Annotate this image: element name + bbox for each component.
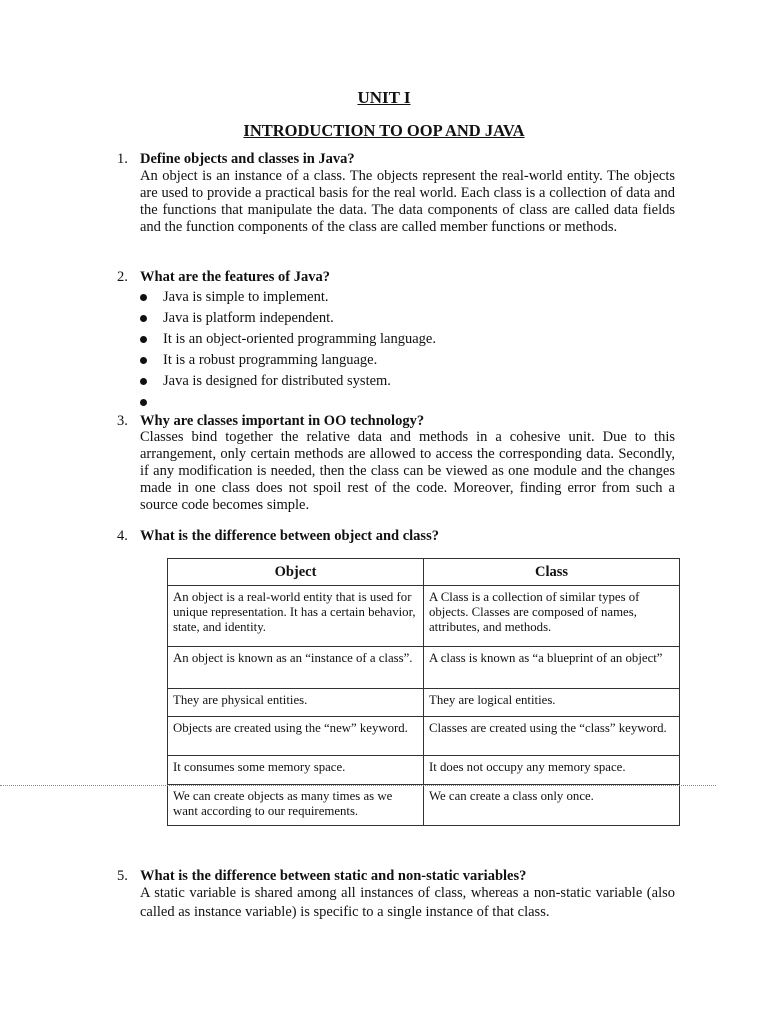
table-cell: Classes are created using the “class” keyword. [424, 717, 680, 756]
list-item-text: It is an object-oriented programming language. [163, 331, 436, 347]
column-header-object: Object [168, 559, 424, 586]
chapter-title: INTRODUCTION TO OOP AND JAVA [243, 121, 525, 140]
page-break-divider [0, 785, 716, 786]
answer-text: Classes bind together the relative data and methods in a cohesive unit. Due to this arrangement, only certain methods are allowed to access the corresponding data. Secondly, if any modification is needed, then the class can be viewed as one module and the changes made in one class does not spoil rest of the code. Moreover, finding error from such a source code becomes simple. [140, 429, 675, 513]
table-row [168, 647, 680, 689]
table-cell: It consumes some memory space. [168, 756, 424, 785]
table-cell: They are physical entities. [168, 689, 424, 717]
table-cell: An object is known as an “instance of a class”. [168, 647, 424, 689]
question-heading: Why are classes important in OO technology? [140, 413, 425, 429]
list-item-text: Java is platform independent. [163, 310, 334, 326]
table-cell: We can create objects as many times as we want according to our requirements. [168, 785, 424, 826]
list-item [140, 308, 436, 329]
bullet-icon [140, 294, 147, 301]
table-row [168, 689, 680, 717]
list-item [140, 287, 436, 308]
table-row [168, 785, 680, 826]
table-cell: Objects are created using the “new” keyword. [168, 717, 424, 756]
table-cell: An object is a real-world entity that is used for unique representation. It has a certain behavior, state, and identity. [168, 586, 424, 647]
table-cell: They are logical entities. [424, 689, 680, 717]
question-heading: What is the difference between object and class? [140, 528, 439, 544]
question-number: 1. [117, 151, 128, 167]
answer-text: A static variable is shared among all instances of class, whereas a non-static variable (also called as instance variable) is specific to a single instance of that class. [140, 885, 675, 920]
table-row [168, 756, 680, 785]
question-number: 5. [117, 868, 128, 884]
list-item [140, 371, 436, 392]
list-item [140, 350, 436, 371]
question-heading: Define objects and classes in Java? [140, 151, 355, 167]
list-item [140, 329, 436, 350]
question-number: 2. [117, 269, 128, 285]
table-cell: A Class is a collection of similar types of objects. Classes are composed of names, attributes, and methods. [424, 586, 680, 647]
table-cell: It does not occupy any memory space. [424, 756, 680, 785]
table-row [168, 717, 680, 756]
table-row [168, 586, 680, 647]
answer-text: An object is an instance of a class. The objects represent the real-world entity. The objects are used to provide a practical basis for the real world. Each class is a collection of data and the functions that manipulate the data. The data components of class are called data fields and the function components of the class are called member functions or methods. [140, 168, 675, 235]
list-item-text: Java is designed for distributed system. [163, 373, 391, 389]
table-cell: A class is known as “a blueprint of an object” [424, 647, 680, 689]
table-cell: We can create a class only once. [424, 785, 680, 826]
bullet-icon [140, 315, 147, 322]
question-heading: What are the features of Java? [140, 269, 330, 285]
list-item [140, 392, 436, 413]
feature-list [140, 287, 436, 413]
bullet-icon [140, 336, 147, 343]
bullet-icon [140, 399, 147, 406]
question-number: 4. [117, 528, 128, 544]
question-number: 3. [117, 413, 128, 429]
list-item-text: It is a robust programming language. [163, 352, 378, 368]
column-header-class: Class [424, 559, 680, 586]
bullet-icon [140, 357, 147, 364]
list-item-text: Java is simple to implement. [163, 289, 329, 305]
table-header-row [168, 559, 680, 586]
bullet-icon [140, 378, 147, 385]
unit-title: UNIT I [357, 88, 411, 107]
question-heading: What is the difference between static and non-static variables? [140, 868, 527, 884]
